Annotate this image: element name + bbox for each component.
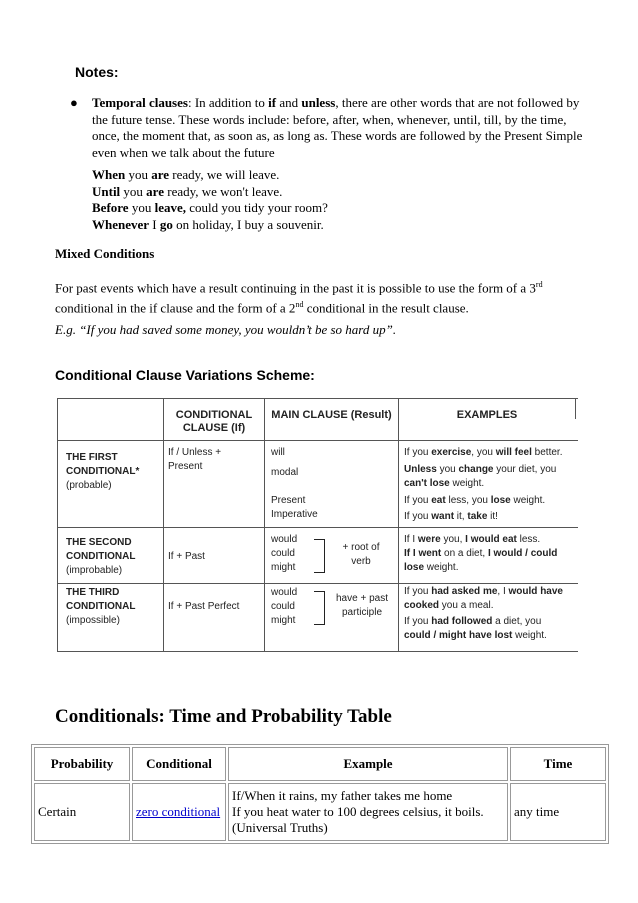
third-conditional-clause: If + Past Perfect — [168, 601, 240, 612]
example-text: I — [149, 216, 160, 232]
first-conditional-clause — [168, 446, 221, 474]
example-cell — [228, 783, 508, 841]
b: will feel — [495, 447, 532, 458]
t: better. — [531, 447, 563, 458]
example-text: ready, we will leave. — [169, 167, 280, 182]
bullet-text — [92, 95, 585, 161]
example-line — [92, 200, 328, 217]
t: it! — [487, 511, 498, 522]
zero-conditional-link[interactable]: zero conditional — [136, 804, 221, 819]
bullet-dot-icon: ● — [70, 95, 78, 110]
bracket-line: have + past — [336, 593, 388, 604]
bracket-line: verb — [351, 556, 371, 567]
third-examples — [404, 585, 579, 643]
main-line: would — [271, 587, 298, 598]
second-conditional-label — [66, 536, 135, 578]
time-probability-table — [31, 744, 609, 844]
t: If you — [404, 447, 432, 458]
t: If you — [404, 616, 432, 627]
t: less, you — [445, 494, 491, 506]
b: lose — [490, 494, 511, 506]
example-text: you — [125, 167, 152, 182]
b: cooked — [404, 600, 440, 611]
conditional-cell — [132, 783, 226, 841]
table-header-row — [34, 747, 606, 781]
row-name: THE THIRD — [66, 587, 120, 598]
bracket-line: + root of — [342, 542, 380, 553]
row-sub: (impossible) — [66, 615, 120, 626]
temporal-examples — [92, 167, 328, 233]
t: your diet, you — [493, 463, 557, 475]
row-name: CONDITIONAL — [66, 551, 136, 562]
divider — [575, 399, 576, 419]
paragraph-text: For past events which have a result continuing in the past it is possible to use the form of a 3 — [55, 280, 536, 296]
example-bold: Before — [92, 200, 129, 215]
t: If you — [404, 511, 432, 522]
superscript: rd — [535, 280, 543, 289]
row-sub: (probable) — [66, 480, 112, 491]
notes-heading: Notes: — [75, 64, 119, 80]
b: I would eat — [465, 534, 517, 545]
row-name: THE SECOND — [66, 537, 132, 548]
example-text: ready, we won't leave. — [163, 183, 283, 199]
t: If you — [404, 494, 432, 506]
t: , you — [471, 447, 496, 458]
main-line: could — [271, 601, 295, 612]
example-bold: are — [151, 167, 170, 182]
keyword-unless: unless — [301, 95, 336, 110]
example-line — [404, 533, 579, 547]
example-line: If you heat water to 100 degrees celsius, it boils. — [232, 804, 484, 819]
temporal-clauses-bullet — [70, 95, 585, 161]
column-header: Time — [510, 747, 606, 781]
divider — [163, 399, 164, 651]
main-line: Present — [271, 495, 306, 506]
t: on a diet, — [441, 548, 488, 559]
example-line — [404, 510, 579, 525]
b: If I went — [404, 548, 442, 559]
main-line: Imperative — [271, 509, 318, 520]
t: If you — [404, 586, 432, 597]
t: a diet, you — [492, 616, 542, 627]
third-conditional-label — [66, 586, 135, 628]
divider — [58, 527, 578, 528]
main-line: could — [271, 548, 295, 559]
example-bold: are — [146, 183, 164, 199]
divider — [264, 399, 265, 651]
first-conditional-label — [66, 451, 139, 493]
bracket — [314, 539, 325, 573]
bullet-text-part: : In addition to — [187, 95, 269, 110]
t: , I — [497, 586, 509, 597]
divider — [398, 399, 399, 651]
example-line — [404, 629, 579, 643]
b: lose — [404, 562, 425, 573]
example-text: you — [128, 200, 155, 215]
t: you — [436, 463, 459, 475]
example-bold: leave, — [154, 200, 186, 215]
example-line — [404, 463, 579, 478]
t: you a meal. — [439, 600, 494, 611]
b: change — [458, 463, 494, 475]
keyword-if: if — [268, 95, 277, 110]
main-line: might — [271, 615, 296, 626]
header-main-clause: MAIN CLAUSE (Result) — [271, 409, 392, 421]
table-row — [34, 783, 606, 841]
b: exercise — [431, 447, 472, 458]
second-bracket-note — [330, 541, 392, 569]
main-line: might — [271, 562, 296, 573]
example-line — [404, 477, 579, 492]
column-header: Example — [228, 747, 508, 781]
example-line — [404, 599, 579, 613]
b: were — [417, 534, 441, 545]
t: it, — [454, 511, 468, 522]
header-examples: EXAMPLES — [456, 409, 518, 421]
example-line — [92, 167, 328, 184]
example-text: on holiday, I buy a souvenir. — [172, 216, 324, 232]
second-examples — [404, 533, 579, 575]
t: weight. — [512, 630, 547, 641]
b: want — [431, 511, 455, 522]
example-bold: Until — [92, 183, 121, 199]
header-conditional-clause: CONDITIONAL CLAUSE (If) — [175, 409, 253, 434]
example-line — [404, 446, 579, 461]
row-name: CONDITIONAL — [66, 601, 136, 612]
paragraph-text: conditional in the if clause and the form of a 2 — [55, 300, 296, 316]
bullet-term: Temporal clauses — [92, 95, 188, 110]
superscript: nd — [295, 299, 304, 309]
bullet-text-part: , there are other words that are not followed by the future tense. These words include: before, after, when, whenever, until, till, by the time, once, the moment that, as soon as, as long as. These words are followed by the Present Simple even when we talk about the future — [92, 95, 583, 160]
b: take — [467, 511, 488, 522]
example-line: (Universal Truths) — [232, 820, 328, 835]
second-conditional-clause: If + Past — [168, 551, 205, 562]
first-examples — [404, 446, 579, 525]
t: weight. — [424, 562, 459, 573]
third-main-clause — [271, 586, 297, 628]
t: If I — [404, 534, 418, 545]
b: Unless — [404, 463, 437, 475]
example-bold: Whenever — [92, 216, 150, 232]
paragraph-text: conditional in the result clause. — [303, 300, 469, 316]
example-bold: go — [159, 216, 173, 232]
t: weight. — [510, 494, 546, 506]
column-header: Conditional — [132, 747, 226, 781]
column-header: Probability — [34, 747, 130, 781]
b: eat — [431, 494, 446, 506]
bracket-line: participle — [341, 607, 383, 618]
divider — [58, 583, 578, 584]
conditional-scheme-table — [57, 398, 578, 652]
main-line: modal — [271, 467, 299, 478]
time-cell: any time — [510, 783, 606, 841]
b: I would / could — [487, 548, 558, 559]
example-line: If/When it rains, my father takes me home — [232, 788, 453, 803]
table-heading: Conditionals: Time and Probability Table — [55, 706, 392, 727]
b: would have — [508, 586, 563, 597]
second-main-clause — [271, 533, 297, 575]
mixed-conditions-paragraph — [55, 277, 595, 317]
scheme-heading: Conditional Clause Variations Scheme: — [55, 367, 315, 383]
clause-line: Present — [168, 461, 203, 472]
clause-line: If / Unless + — [168, 447, 222, 458]
example-line — [404, 547, 579, 561]
example-line — [92, 184, 328, 201]
t: weight. — [449, 478, 485, 489]
example-text: could you tidy your room? — [185, 200, 328, 215]
main-line: would — [271, 534, 298, 545]
t: you, — [440, 534, 466, 545]
example-text: you — [120, 183, 147, 199]
example-line — [92, 217, 328, 234]
b: had followed — [431, 616, 493, 627]
probability-cell: Certain — [34, 783, 130, 841]
third-bracket-note — [330, 592, 394, 620]
main-line: will — [271, 447, 285, 458]
example-sentence: E.g. “If you had saved some money, you wouldn’t be so hard up”. — [55, 322, 397, 337]
row-sub: (improbable) — [66, 565, 123, 576]
bracket — [314, 591, 325, 625]
t: less. — [516, 534, 541, 545]
example-line — [404, 615, 579, 629]
example-line — [404, 561, 579, 575]
divider — [58, 440, 578, 441]
row-name: CONDITIONAL* — [66, 466, 140, 477]
b: had asked me — [431, 586, 498, 597]
example-bold: When — [92, 167, 126, 182]
example-line — [404, 585, 579, 599]
example-line — [404, 494, 579, 509]
bullet-text-part: and — [276, 95, 302, 110]
row-name: THE FIRST — [66, 452, 118, 463]
mixed-conditions-heading: Mixed Conditions — [55, 246, 155, 261]
first-main-clause — [271, 446, 318, 522]
b: could / might have lost — [404, 630, 513, 641]
b: can't lose — [404, 478, 450, 489]
